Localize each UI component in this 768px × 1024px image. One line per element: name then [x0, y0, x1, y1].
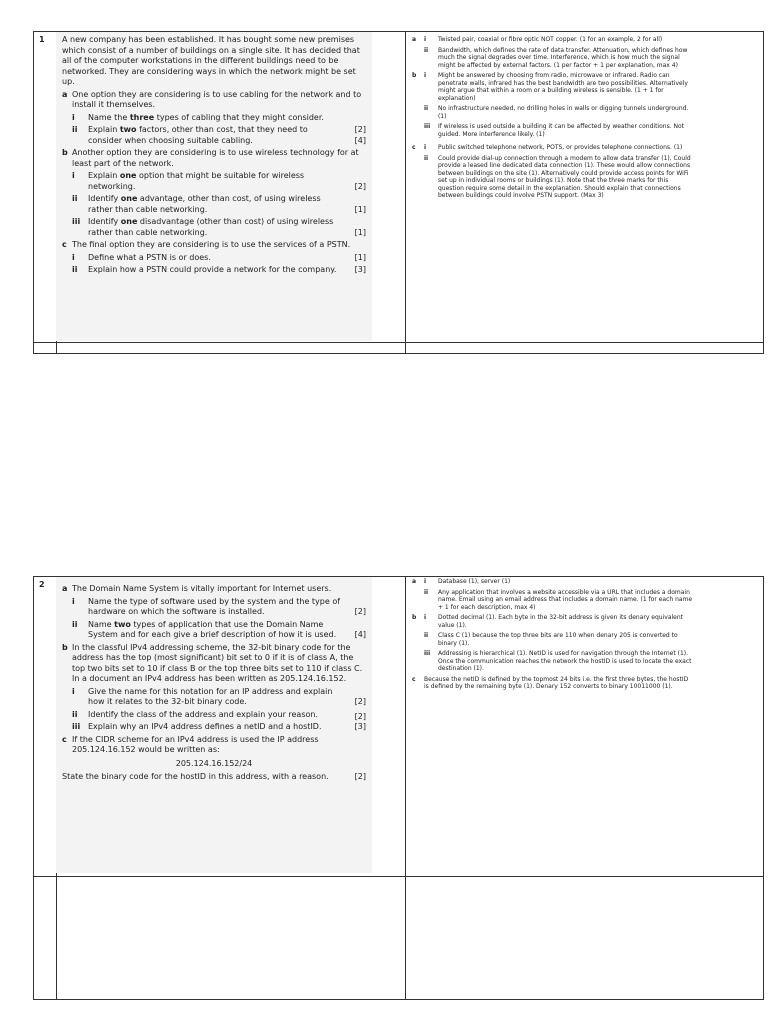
- q2-a-ii: ii Name two types of application that use the Domain Name System and for each give a brief description of how it is used. [4]: [72, 619, 366, 639]
- q2-b-i: i Give the name for this notation for an IP address and explain how it relates to the 32-bit binary code. [2]: [72, 686, 366, 706]
- q2-part-c: c If the CIDR scheme for an IPv4 address is used the IP address 205.124.16.152 would be written as:: [62, 734, 319, 754]
- q1-intro: A new company has been established. It has bought some new premises which consist of a number of buildings on a single site. It has decided that all of the computer workstations in the different buildings need to be networked. They are considering ways in which the network might be set up.: [62, 35, 360, 86]
- question-1-number: 1: [39, 35, 45, 44]
- question-2-text: [56, 577, 372, 873]
- q1-c-i: i Define what a PSTN is or does. [1]: [72, 252, 366, 262]
- mark: [2]: [354, 697, 366, 706]
- a2-a-ii: ii Any application that involves a website accessible via a URL that includes a domain name. Email using an email address that includes a domain name. (1 for each name + 1 for each description, max 4): [424, 588, 693, 611]
- a1-c-i: c i Public switched telephone network, POTS, or provides telephone connections. (1): [412, 144, 683, 151]
- a1-b-iii: iii If wireless is used outside a building it can be affected by weather conditions. Not guided. More interference likely. (1): [424, 123, 685, 138]
- q1-a-ii: ii Explain two factors, other than cost, that they need to consider when choosing suitable cabling. [2] [4]: [72, 125, 366, 145]
- a2-c: c Because the netID is defined by the topmost 24 bits i.e. the first three bytes, the hostID is defined by the remaining byte (1). Denary 152 converts to binary 10011000 (1).: [412, 675, 689, 690]
- a1-c-ii: ii Could provide dial-up connection through a modem to allow data transfer (1). Could provide a leased line dedicated data connection (1). These would allow connections between buildings on the site (1). Alternatively could provide access points for WiFi set up in individual rooms or buildings (1). Note that the three marks for this question require some detail in the explanation. Should explain that connections between buildings could involve PSTN support. (Max 3): [424, 154, 691, 199]
- a2-a-i: a i Database (1), server (1): [412, 578, 511, 585]
- a2-b-iii: iii Addressing is hierarchical (1). NetID is used for navigation through the Internet (1). Once the communication reaches the network the hostID is used to locate the exact destination (1).: [424, 650, 692, 672]
- mark: [2] [4]: [354, 125, 366, 145]
- a2-b-ii: ii Class C (1) because the top three bits are 110 when denary 205 is converted to binary (1).: [424, 632, 678, 647]
- question-2-number: 2: [39, 580, 45, 589]
- q1-part-c: c The final option they are considering is to use the services of a PSTN.: [62, 240, 351, 249]
- mark: [1]: [354, 252, 366, 262]
- q2-a-i: i Name the type of software used by the system and the type of hardware on which the software is installed. [2]: [72, 596, 366, 616]
- q1-part-b: b Another option they are considering is to use wireless technology for at least part of the network.: [62, 148, 359, 168]
- a1-b-i: b i Might be answered by choosing from radio, microwave or infrared. Radio can penetrate walls, infrared has the best bandwidth are two possibilities. Alternatively might argue that within a room or a building wireless is sensible. (1 + 1 for explanation): [412, 72, 688, 102]
- q2-part-a: a The Domain Name System is vitally important for Internet users.: [62, 584, 332, 593]
- a1-a-i: a i Twisted pair, coaxial or fibre optic NOT copper. (1 for an example, 2 for all): [412, 36, 663, 43]
- cidr-address: 205.124.16.152/24: [175, 758, 253, 768]
- answer-1: [412, 36, 694, 203]
- answer-2: [412, 578, 694, 694]
- q1-c-ii: ii Explain how a PSTN could provide a network for the company. [3]: [72, 265, 366, 274]
- q2-c-tail: State the binary code for the hostID in this address, with a reason. [2]: [62, 772, 366, 781]
- a1-b-ii: ii No infrastructure needed, no drilling holes in walls or digging tunnels underground. (1): [424, 105, 689, 120]
- mark: [2]: [354, 181, 366, 191]
- mark: [2] [3]: [354, 711, 366, 731]
- q2-part-b: b In the classful IPv4 addressing scheme, the 32-bit binary code for the address has the top (most significant) bit set to 0 if it is of class A, the top two bits set to 10 if class B or the top three bits set to 110 if class C. In a document an IPv4 address has been written as 205.124.16.152.: [62, 642, 363, 683]
- mark: [1]: [354, 204, 366, 214]
- q2-b-iii: iii Explain why an IPv4 address defines a netID and a hostID. [2] [3]: [72, 711, 366, 731]
- mark: [1]: [354, 227, 366, 237]
- q1-b-ii: ii Identify one advantage, other than cost, of using wireless rather than cable networking. [1]: [72, 194, 366, 214]
- a2-b-i: b i Dotted decimal (1). Each byte in the 32-bit address is given its denary equivalent value (1).: [412, 614, 684, 629]
- q1-b-i: i Explain one option that might be suitable for wireless networking. [2]: [72, 171, 366, 191]
- mark: [2]: [354, 607, 366, 616]
- mark: [4]: [354, 630, 366, 639]
- mark: [3]: [354, 265, 366, 274]
- q1-a-i: i Name the three types of cabling that they might consider.: [72, 112, 324, 122]
- q1-b-iii: iii Identify one disadvantage (other than cost) of using wireless rather than cable networking. [1]: [72, 217, 366, 237]
- mark: [2]: [354, 772, 366, 781]
- q1-part-a: a One option they are considering is to use cabling for the network and to install it themselves.: [62, 89, 362, 109]
- a1-a-ii: ii Bandwidth, which defines the rate of data transfer. Attenuation, which defines how much the signal degrades over time. Interference, which is how much the signal might be affected by external factors. (1 per factor + 1 per explanation, max 4): [424, 46, 688, 69]
- q2-b-ii: ii Identify the class of the address and explain your reason.: [72, 709, 319, 719]
- question-1-text: [56, 32, 372, 341]
